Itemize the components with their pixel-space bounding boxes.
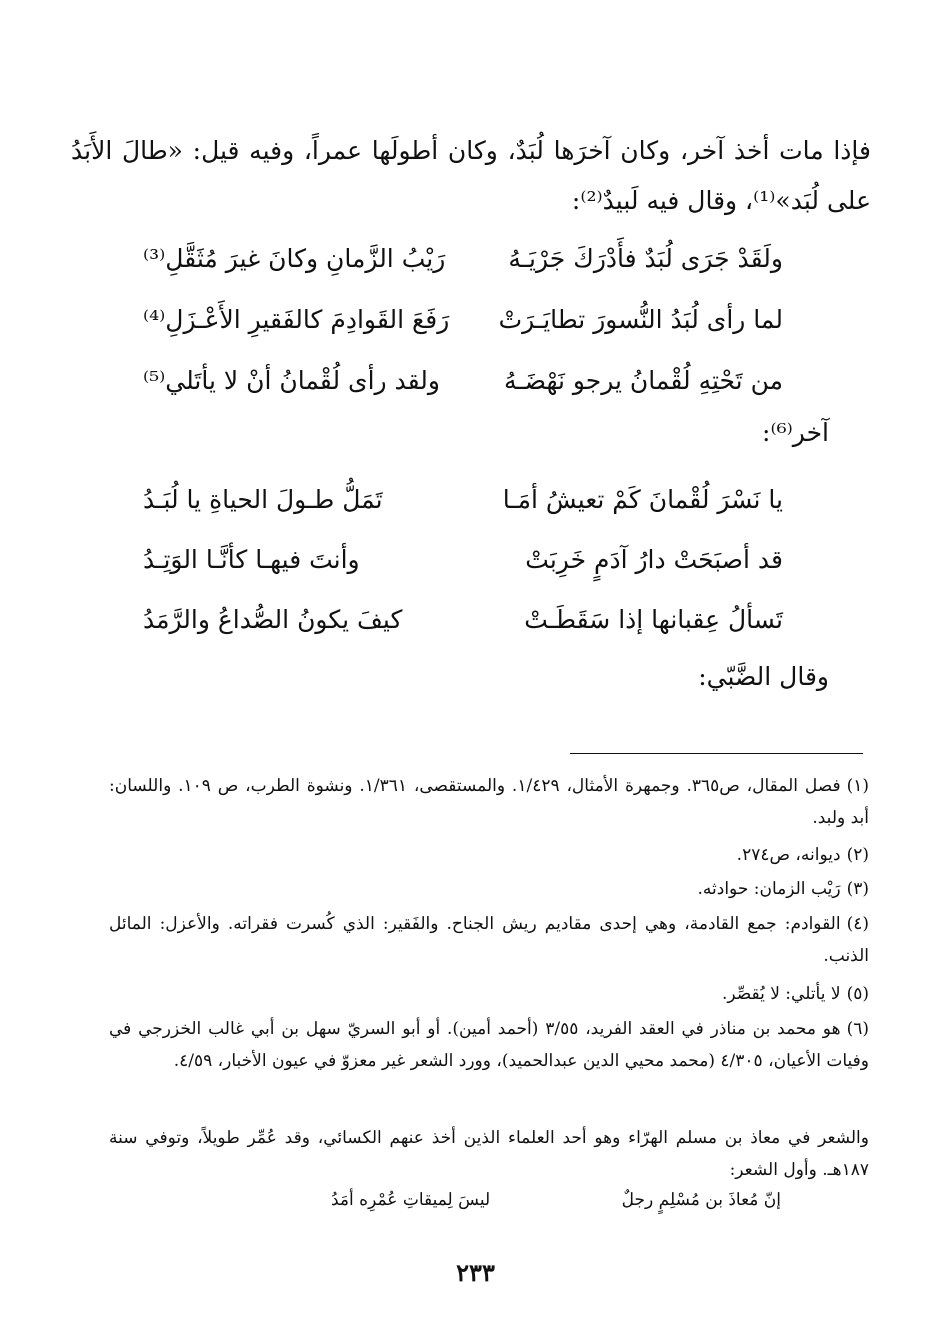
verse-first-hemistich: تَسألُ عِقبانها إذا سَقَطَـتْ — [524, 604, 783, 634]
verse-line — [143, 290, 783, 348]
footnote-text: فصل المقال، ص٣٦٥. وجمهرة الأمثال، ١/٤٢٩. والمستقصى، ١/٣٦١. ونشوة الطرب، ص ١٠٩. واللسان: أبد ولبد. — [109, 776, 869, 828]
verse-line — [143, 530, 783, 588]
verse-line — [143, 590, 783, 648]
poem-second-hemistich: ليسَ لِميقاتِ عُمْرِه أمَدُ — [331, 1190, 491, 1210]
body-paragraph: فإذا مات أخذ آخر، وكان آخرَها لُبَدٌ، وكان أطولَها عمراً، وفيه قيل: «طالَ الأَبَدُ على لُبَد»⁽¹⁾، وقال فيه لَبيدٌ⁽²⁾: — [71, 136, 871, 215]
footnote — [109, 839, 869, 871]
poem-first-hemistich: إنّ مُعاذَ بن مُسْلِمٍ رجلٌ — [621, 1190, 781, 1210]
verse-second-hemistich: ولقد رأى لُقْمانُ أنْ لا يأتَلي⁽⁵⁾ — [143, 365, 440, 395]
verse-second-hemistich: رَيْبُ الزَّمانِ وكانَ غيرَ مُثَقَّلِ⁽³⁾ — [143, 243, 446, 273]
verse-second-hemistich: كيفَ يكونُ الصُّداعُ والرَّمَدُ — [143, 604, 403, 634]
footnote — [109, 908, 869, 972]
page-number: ٢٣٣ — [456, 1258, 495, 1287]
footnote-text: هو محمد بن مناذر في العقد الفريد، ٣/٥٥ (أحمد أمين). أو أبو السريّ سهل بن أبي غالب الخزرجي في وفيات الأعيان، ٤/٣٠٥ (محمد محيي الدين عبدالحميد)، وورد الشعر غير معزوّ في عيون الأخبار، ٤/٥٩. — [109, 1019, 869, 1071]
footnote — [109, 770, 869, 834]
verse-second-hemistich: رَفَعَ القَوادِمَ كالفَقيرِ الأَعْـزَلِ⁽⁴⁾ — [143, 304, 450, 334]
footnote-text: القوادم: جمع القادمة، وهي إحدى مقاديم ريش الجناح. والفَقير: الذي كُسرت فقراته. والأعزل: المائل الذنب. — [109, 914, 869, 966]
footnote-poem-line — [331, 1190, 781, 1210]
footnote — [109, 1013, 869, 1077]
footnote-text: رَيْب الزمان: حوادثه. — [697, 879, 841, 899]
other-poet-label: آخر⁽⁶⁾: — [762, 418, 829, 447]
footnote — [109, 978, 869, 1010]
dhabbi-label: وقال الضَّبّي: — [698, 662, 829, 691]
verse-first-hemistich: لما رأى لُبَدُ النُّسورَ تطايَـرَتْ — [498, 304, 783, 334]
footnote-number: (٢) — [846, 845, 869, 865]
footnote-number: (٥) — [846, 984, 869, 1004]
footnote-text: ديوانه، ص٢٧٤. — [736, 845, 841, 865]
verse-line — [143, 229, 783, 287]
footnote — [109, 873, 869, 905]
footnote-number: (٤) — [846, 914, 869, 934]
verse-line — [143, 351, 783, 409]
verse-first-hemistich: ولَقَدْ جَرَى لُبَدٌ فأَدْرَكَ جَرْيَـهُ — [508, 243, 783, 273]
verse-first-hemistich: قد أصبَحَتْ دارُ آدَمٍ خَرِبَتْ — [525, 544, 783, 574]
footnote-number: (١) — [846, 776, 869, 796]
verse-second-hemistich: تَمَلُّ طـولَ الحياةِ يا لُبَـدُ — [143, 484, 383, 514]
footnote-divider — [570, 753, 863, 754]
verse-first-hemistich: يا نَسْرَ لُقْمانَ كَمْ تعيشُ أمَـا — [502, 484, 783, 514]
verse-first-hemistich: من تَحْتِهِ لُقْمانُ يرجو نَهْضَـهُ — [504, 365, 783, 395]
verse-second-hemistich: وأنتَ فيهـا كأنَّـا الوَتِـدُ — [143, 544, 360, 574]
footnote-continuation: والشعر في معاذ بن مسلم الهرّاء وهو أحد العلماء الذين أخذ عنهم الكسائي، وقد عُمِّر طويلاً، وتوفي سنة ١٨٧هـ. وأول الشعر: — [109, 1128, 869, 1180]
verse-line — [143, 470, 783, 528]
footnote-number: (٦) — [846, 1019, 869, 1039]
footnote-number: (٣) — [846, 879, 869, 899]
footnote-text: لا يأتلي: لا يُقصِّر. — [721, 984, 841, 1004]
